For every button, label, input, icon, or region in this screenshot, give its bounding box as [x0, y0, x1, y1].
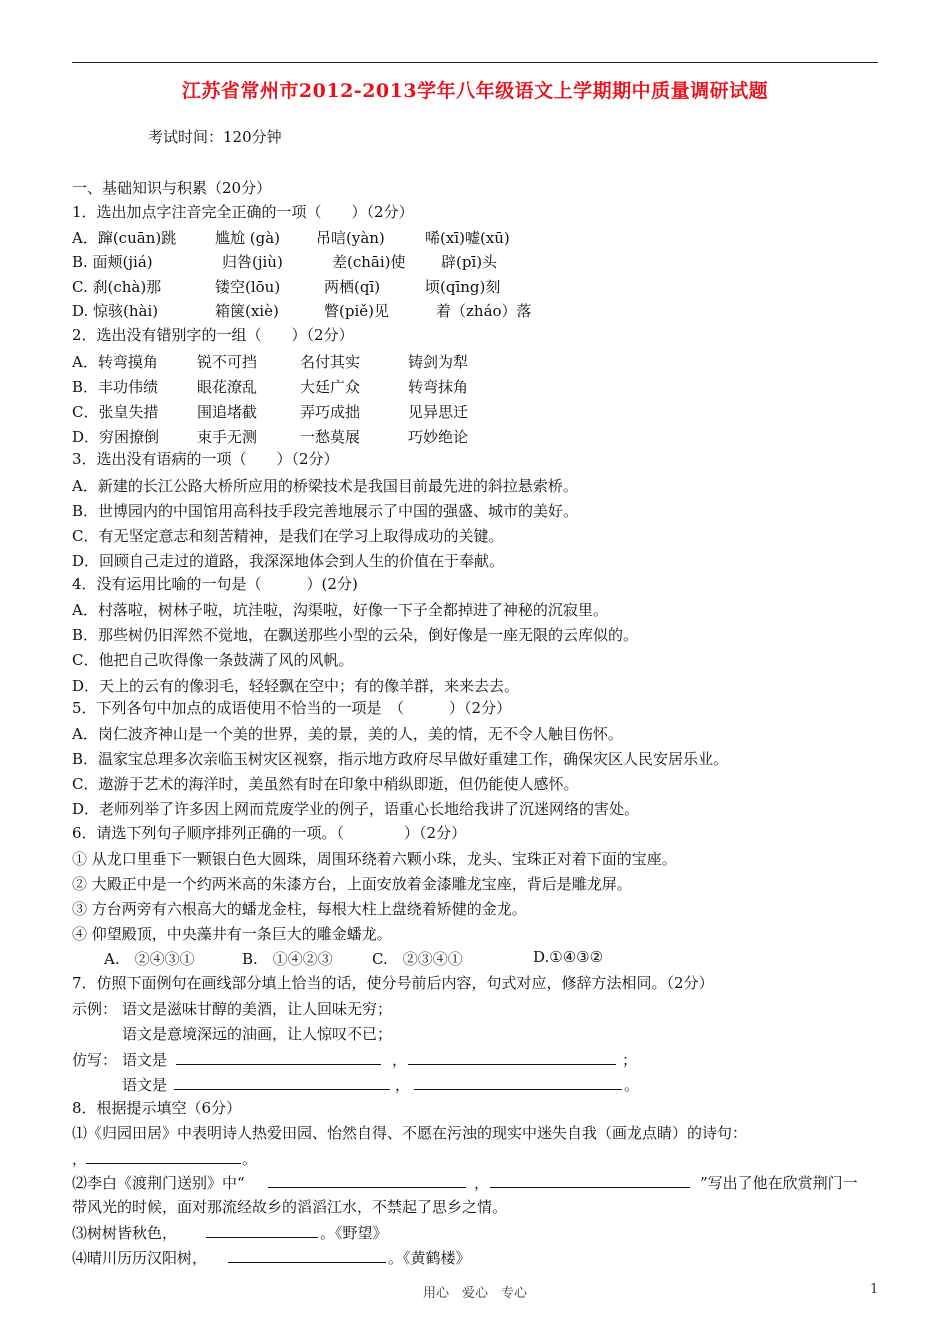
q8-item-1-blank[interactable]: [86, 1148, 241, 1168]
q2-row-d-4: 巧妙绝论: [408, 428, 469, 446]
q2-row-a-1: A．转弯摸角: [72, 353, 158, 371]
q7-semicolon: ；: [622, 1051, 638, 1069]
q2-row-d-2: 束手无测: [197, 428, 258, 446]
q2-row-d-3: 一愁莫展: [300, 428, 361, 446]
q7-comma-1: ，: [392, 1051, 408, 1069]
q3-option-c: C．有无坚定意志和刻苦精神，是我们在学习上取得成功的关键。: [72, 527, 504, 545]
q4-option-a: A．村落啦，树林子啦，坑洼啦，沟渠啦，好像一下子全都掉进了神秘的沉寂里。: [72, 601, 608, 619]
q1-row-a-1: A．蹿(cuān)跳: [72, 229, 177, 247]
q8-item-1-end: 。: [242, 1150, 258, 1168]
exam-time: 考试时间：120分钟: [148, 128, 282, 146]
q8-item-4-lead: ⑷晴川历历汉阳树，: [72, 1249, 208, 1267]
q2-row-c-1: C．张皇失措: [72, 403, 159, 421]
q8-stem: 8．根据提示填空（6分）: [72, 1099, 242, 1117]
q7-lead-1: 语文是: [122, 1051, 168, 1069]
q1-row-d-4: 着（zháo）落: [436, 302, 532, 320]
q2-row-a-2: 锐不可挡: [197, 353, 258, 371]
q1-row-a-4: 唏(xī)嘘(xū): [425, 229, 510, 247]
q8-item-3-blank[interactable]: [206, 1222, 318, 1242]
q4-stem: 4．没有运用比喻的一句是（ ）(2分): [72, 575, 358, 593]
q7-imitate-label: 仿写：: [72, 1051, 118, 1069]
page-footer: 用心 爱心 专心: [422, 1286, 527, 1301]
q6-choice-c: C. ②③④①: [372, 950, 463, 968]
q1-row-c-4: 顷(qīng)刻: [425, 278, 501, 296]
q2-row-b-2: 眼花潦乱: [197, 378, 258, 396]
q1-row-b-2: 归咎(jiù): [222, 253, 283, 271]
q7-period: 。: [624, 1076, 640, 1094]
q7-lead-2: 语文是: [122, 1076, 168, 1094]
q1-row-b-1: B. 面颊(jiá): [72, 253, 153, 271]
q1-row-a-2: 尴尬 (gà): [215, 229, 281, 247]
q2-row-b-3: 大廷广众: [300, 378, 361, 396]
q6-sentence-2: ② 大殿正中是一个约两米高的朱漆方台，上面安放着金漆雕龙宝座，背后是雕龙屏。: [72, 875, 632, 893]
q8-item-2-lead: ⑵李白《渡荆门送别》中“: [72, 1174, 245, 1192]
q7-example-label: 示例：: [72, 1000, 118, 1018]
q5-stem: 5．下列各句中加点的成语使用不恰当的一项是 （ ）（2分）: [72, 699, 512, 717]
q1-row-a-3: 吊唁(yàn): [316, 229, 385, 247]
q2-row-c-4: 见异思迁: [408, 403, 469, 421]
q1-row-c-3: 两栖(qī): [324, 278, 381, 296]
q8-item-3-lead: ⑶树树皆秋色，: [72, 1224, 178, 1242]
page-title: 江苏省常州市2012-2013学年八年级语文上学期期中质量调研试题: [181, 80, 769, 102]
q8-item-2-blank-a[interactable]: [268, 1172, 466, 1192]
q7-blank-1a[interactable]: [176, 1049, 381, 1069]
q2-stem: 2．选出没有错别字的一组（ ）（2分）: [72, 326, 354, 344]
q2-row-c-2: 围追堵截: [197, 403, 258, 421]
q7-example-1: 语文是滋味甘醇的美酒，让人回味无穷；: [122, 1000, 393, 1018]
q1-row-d-1: D. 惊骇(hài): [72, 302, 159, 320]
q4-option-c: C．他把自己吹得像一条鼓满了风的风帆。: [72, 651, 354, 669]
q1-row-d-3: 瞥(piě)见: [324, 302, 389, 320]
q1-row-c-2: 镂空(lōu): [215, 278, 281, 296]
q1-row-b-4: 辟(pī)头: [441, 253, 498, 271]
q8-item-1: ⑴《归园田居》中表明诗人热爱田园、怡然自得、不愿在污浊的现实中迷失自我（画龙点睛）的诗句：: [72, 1124, 748, 1142]
q7-comma-2: ，: [395, 1076, 411, 1094]
q8-item-4-end: 。《黄鹤楼》: [388, 1249, 471, 1267]
q3-stem: 3．选出没有语病的一项（ ）（2分）: [72, 450, 339, 468]
q2-row-b-4: 转弯抹角: [408, 378, 469, 396]
q8-item-4-blank[interactable]: [228, 1247, 386, 1267]
section-heading: 一、基础知识与积累（20分）: [72, 179, 272, 197]
q8-item-2-end: ”写出了他在欣赏荆门一: [700, 1174, 858, 1192]
q3-option-a: A．新建的长江公路大桥所应用的桥梁技术是我国目前最先进的斜拉悬索桥。: [72, 477, 578, 495]
q2-row-a-4: 铸剑为犁: [408, 353, 469, 371]
q4-option-b: B．那些树仍旧浑然不觉地，在飘送那些小型的云朵，倒好像是一座无限的云库似的。: [72, 626, 639, 644]
top-rule: [72, 62, 878, 63]
q6-choice-a: A. ②④③①: [104, 950, 195, 968]
q7-stem: 7．仿照下面例句在画线部分填上恰当的话，使分号前后内容，句式对应，修辞方法相同。（2分）: [72, 974, 714, 992]
q6-sentence-4: ④ 仰望殿顶，中央藻井有一条巨大的雕金蟠龙。: [72, 925, 392, 943]
q1-row-b-3: 差(chāi)使: [332, 253, 406, 271]
q6-sentence-3: ③ 方台两旁有六根高大的蟠龙金柱，每根大柱上盘绕着矫健的金龙。: [72, 900, 527, 918]
q7-blank-1b[interactable]: [408, 1049, 616, 1069]
q1-row-d-2: 箱箧(xiè): [215, 302, 279, 320]
q3-option-b: B．世博园内的中国馆用高科技手段完善地展示了中国的强盛、城市的美好。: [72, 502, 579, 520]
q2-row-a-3: 名付其实: [300, 353, 361, 371]
page-number: 1: [870, 1282, 879, 1297]
q2-row-b-1: B．丰功伟绩: [72, 378, 159, 396]
q6-choice-d: D.①④③②: [533, 948, 604, 966]
q7-blank-2b[interactable]: [414, 1074, 622, 1094]
q1-stem: 1．选出加点字注音完全正确的一项（ ）（2分）: [72, 203, 414, 221]
q7-blank-2a[interactable]: [174, 1074, 390, 1094]
q7-example-2: 语文是意境深远的油画，让人惊叹不已；: [122, 1025, 393, 1043]
q5-option-b: B．温家宝总理多次亲临玉树灾区视察，指示地方政府尽早做好重建工作，确保灾区人民安居乐业。: [72, 750, 729, 768]
q5-option-d: D．老师列举了许多因上网而荒废学业的例子，语重心长地给我讲了沉迷网络的害处。: [72, 800, 640, 818]
q5-option-a: A．岗仁波齐神山是一个美的世界，美的景，美的人，美的情，无不令人触目伤怀。: [72, 725, 623, 743]
q8-item-3-end: 。《野望》: [320, 1224, 388, 1242]
q2-row-d-1: D．穷困撩倒: [72, 428, 160, 446]
q8-item-2-blank-b[interactable]: [490, 1172, 690, 1192]
q3-option-d: D．回顾自己走过的道路，我深深地体会到人生的价值在于奉献。: [72, 552, 505, 570]
q6-choice-b: B. ①④②③: [242, 950, 333, 968]
q6-sentence-1: ① 从龙口里垂下一颗银白色大圆珠，周围环绕着六颗小珠，龙头、宝珠正对着下面的宝座。: [72, 850, 677, 868]
q8-item-2-mid: ，: [474, 1174, 490, 1192]
q8-item-1-comma: ，: [72, 1150, 88, 1168]
q4-option-d: D．天上的云有的像羽毛，轻轻飘在空中；有的像羊群，来来去去。: [72, 677, 520, 695]
q8-item-2-cont: 带风光的时候，面对那流经故乡的滔滔江水，不禁起了思乡之情。: [72, 1198, 508, 1216]
q2-row-c-3: 弄巧成拙: [300, 403, 361, 421]
q1-row-c-1: C. 刹(chà)那: [72, 278, 162, 296]
q6-stem: 6．请选下列句子顺序排列正确的一项。（ ）（2分）: [72, 824, 467, 842]
q5-option-c: C．遨游于艺术的海洋时，美虽然有时在印象中稍纵即逝，但仍能使人感怀。: [72, 775, 579, 793]
